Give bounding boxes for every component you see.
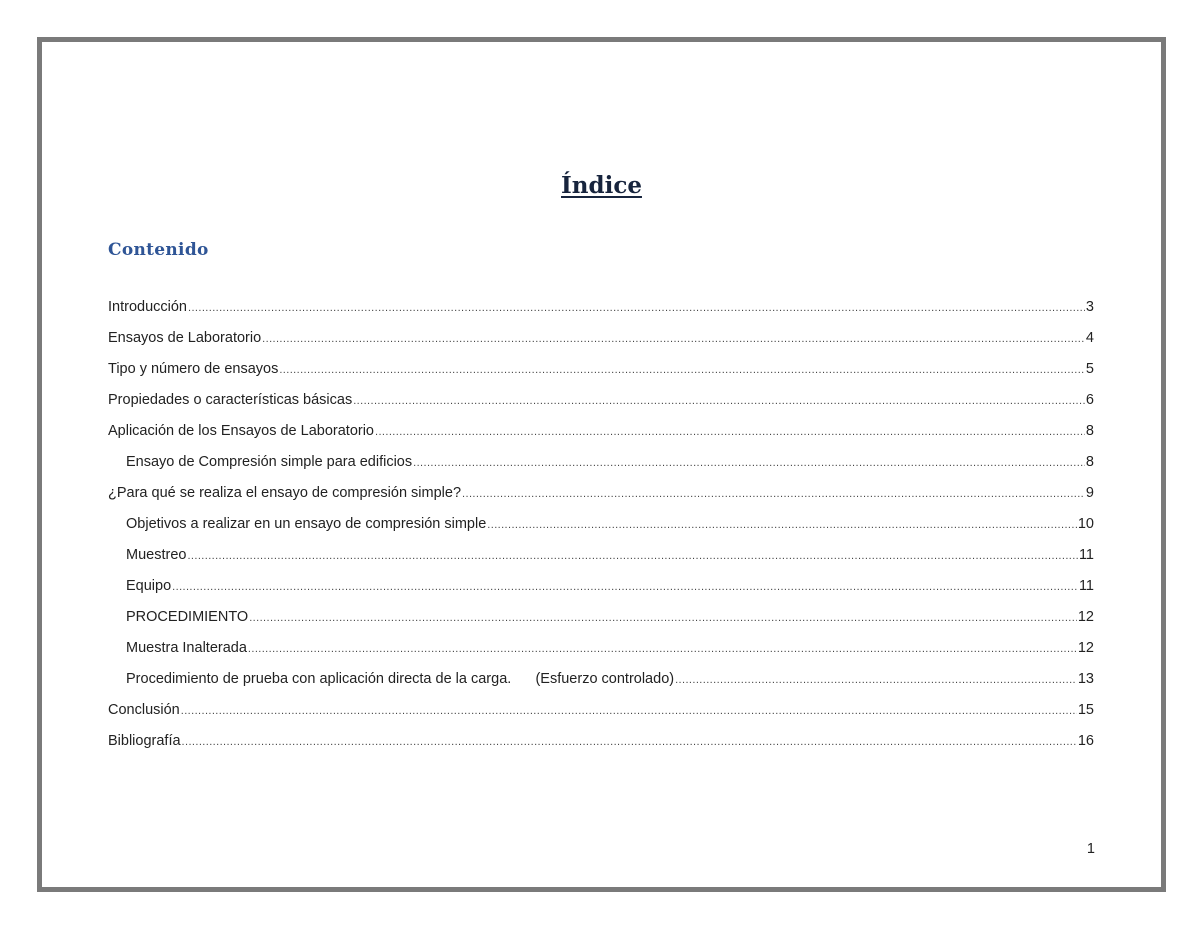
- toc-entry-page: 8: [1085, 423, 1094, 439]
- toc-dot-leader: [487, 519, 1077, 531]
- toc-entry[interactable]: [108, 392, 1094, 423]
- toc-entry-label: Objetivos a realizar en un ensayo de compresión simple: [126, 516, 487, 532]
- toc-entry-page: 15: [1077, 702, 1094, 718]
- toc-entry-label: Muestreo: [126, 547, 187, 563]
- toc-entry-page: 10: [1077, 516, 1094, 532]
- toc-entry-page: 4: [1085, 330, 1094, 346]
- page-title: Índice: [561, 172, 642, 199]
- toc-entry[interactable]: [108, 423, 1094, 454]
- toc-dot-leader: [181, 705, 1077, 717]
- toc-entry[interactable]: [108, 702, 1094, 733]
- toc-dot-leader: [413, 457, 1085, 469]
- toc-entry-page: 8: [1085, 454, 1094, 470]
- toc-dot-leader: [375, 426, 1085, 438]
- toc-dot-leader: [249, 612, 1077, 624]
- toc-entry-label: Conclusión: [108, 702, 180, 718]
- toc-entry-page: 12: [1077, 609, 1094, 625]
- toc-subentry[interactable]: [108, 578, 1094, 609]
- toc-entry[interactable]: [108, 299, 1094, 330]
- toc-entry[interactable]: [108, 733, 1094, 764]
- toc-dot-leader: [182, 736, 1077, 748]
- table-of-contents: [108, 299, 1094, 764]
- toc-entry[interactable]: [108, 361, 1094, 392]
- toc-dot-leader: [675, 674, 1077, 686]
- toc-entry-label: Equipo: [126, 578, 172, 594]
- toc-dot-leader: [172, 581, 1078, 593]
- toc-subentry[interactable]: [108, 547, 1094, 578]
- toc-dot-leader: [248, 643, 1077, 655]
- toc-subentry[interactable]: [108, 671, 1094, 702]
- toc-entry-label: PROCEDIMIENTO: [126, 609, 249, 625]
- toc-dot-leader: [262, 333, 1085, 345]
- toc-entry-label: ¿Para qué se realiza el ensayo de compresión simple?: [108, 485, 462, 501]
- toc-entry-label: Tipo y número de ensayos: [108, 361, 279, 377]
- toc-entry-label: Ensayos de Laboratorio: [108, 330, 262, 346]
- toc-subentry[interactable]: [108, 640, 1094, 671]
- toc-entry[interactable]: [108, 330, 1094, 361]
- toc-entry-label: Propiedades o características básicas: [108, 392, 353, 408]
- toc-entry-page: 12: [1077, 640, 1094, 656]
- document-page: [37, 37, 1166, 892]
- toc-entry-page: 3: [1085, 299, 1094, 315]
- toc-subentry[interactable]: [108, 454, 1094, 485]
- toc-entry-label: Introducción: [108, 299, 187, 315]
- toc-entry[interactable]: [108, 485, 1094, 516]
- toc-entry-page: 13: [1077, 671, 1094, 687]
- toc-entry-label: Ensayo de Compresión simple para edificios: [126, 454, 413, 470]
- toc-entry-label: Aplicación de los Ensayos de Laboratorio: [108, 423, 374, 439]
- toc-subentry[interactable]: [108, 516, 1094, 547]
- toc-entry-page: 5: [1085, 361, 1094, 377]
- toc-dot-leader: [279, 364, 1085, 376]
- toc-dot-leader: [353, 395, 1085, 407]
- toc-entry-page: 11: [1078, 547, 1094, 563]
- toc-entry-page: 6: [1085, 392, 1094, 408]
- toc-subentry[interactable]: [108, 609, 1094, 640]
- toc-entry-label: Muestra Inalterada: [126, 640, 247, 656]
- toc-entry-page: 9: [1085, 485, 1094, 501]
- toc-entry-page: 11: [1078, 578, 1094, 594]
- toc-entry-label: Bibliografía: [108, 733, 181, 749]
- toc-dot-leader: [188, 302, 1085, 314]
- toc-entry-page: 16: [1077, 733, 1094, 749]
- page-number: 1: [1086, 841, 1095, 857]
- toc-dot-leader: [187, 550, 1077, 562]
- toc-entry-label: Procedimiento de prueba con aplicación directa de la carga. (Esfuerzo controlado): [126, 671, 675, 687]
- toc-dot-leader: [462, 488, 1085, 500]
- toc-heading: Contenido: [108, 240, 209, 260]
